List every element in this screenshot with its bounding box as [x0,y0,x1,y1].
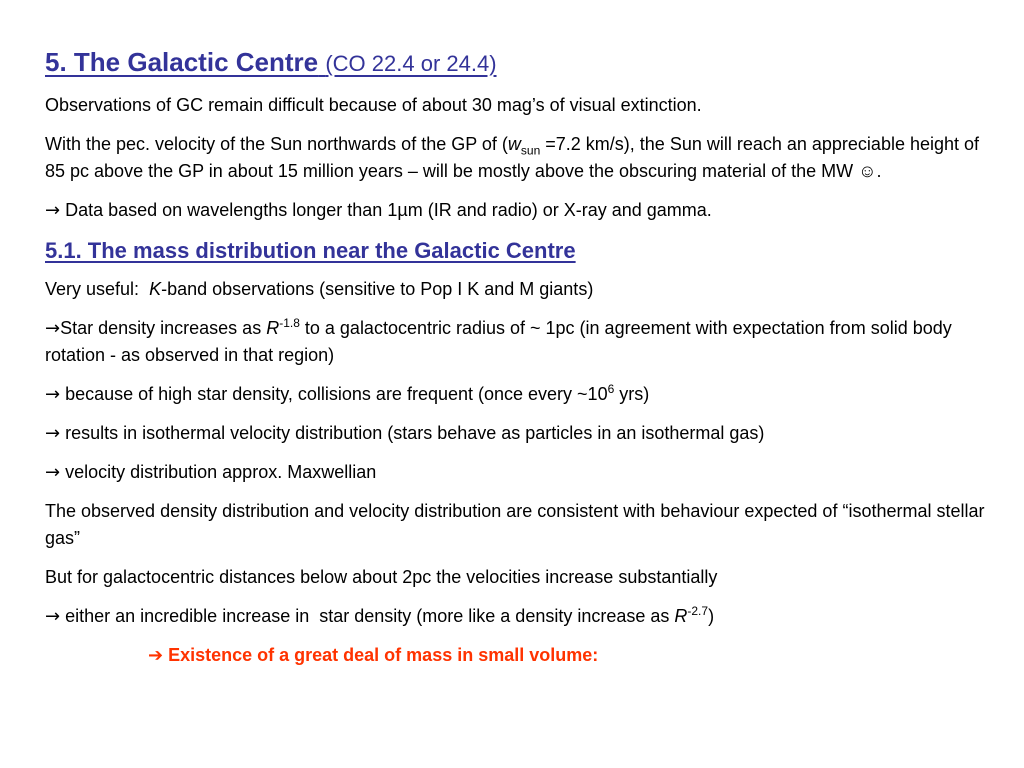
intro-sun-velocity [45,131,995,185]
consistency-statement: The observed density distribution and velocity distribution are consistent with behaviour expected of “isothermal stellar gas” [45,501,985,548]
exponent: -1.8 [279,316,300,330]
text-fragment: Data based on wavelengths longer than 1µm (IR and radio) or X-ray and gamma. [60,200,712,220]
text-fragment: results in isothermal velocity distribution (stars behave as particles in an isothermal gas) [60,423,765,443]
bold-arrow-icon: ➔ [148,645,164,666]
variable-k: K [149,279,162,299]
star-density [45,315,995,369]
density-increase [45,603,995,630]
variable-r: R [266,318,280,338]
text-fragment: velocity distribution approx. Maxwellian [60,462,377,482]
intro-wavelengths [45,197,995,224]
velocity-increase: But for galactocentric distances below about 2pc the velocities increase substantially [45,567,718,587]
maxwellian [45,459,995,486]
exponent: -2.7 [687,604,709,618]
text-fragment: yrs) [614,384,650,404]
subscript-sun: sun [520,143,541,158]
text-fragment: ) [708,606,715,626]
text-fragment: -band observations (sensitive to Pop I K and M giants) [161,279,594,299]
text-fragment: =7.2 km/s), the Sun will reach an appreciable height of 85 pc above the GP in about 15 million years – will be mostly above the obscuring material of the MW [45,134,980,181]
page-title [45,44,995,82]
exponent: 6 [607,382,615,396]
text-fragment: because of high star density, collisions are frequent (once every ~10 [60,384,608,404]
text-fragment: Existence of a great deal of mass in small volume: [163,645,599,665]
variable-r: R [674,606,688,626]
text-fragment: either an incredible increase in star density (more like a density increase as [60,606,675,626]
text-fragment: to a galactocentric radius of ~ 1pc (in agreement with expectation from solid body rotation - as observed in that region) [45,318,952,365]
section-title: 5.1. The mass distribution near the Galactic Centre [45,238,576,263]
arrow-icon: → [45,606,61,627]
conclusion [148,642,995,669]
arrow-icon: → [45,384,61,405]
smiley-icon: ☺ [858,161,877,181]
isothermal-distribution [45,420,995,447]
arrow-icon: → [45,318,61,339]
intro-extinction: Observations of GC remain difficult because of about 30 mag’s of visual extinction. [45,95,702,115]
text-fragment: With the pec. velocity of the Sun northwards of the GP of ( [45,134,508,154]
arrow-icon: → [45,462,61,483]
kband-observations [45,276,995,303]
text-fragment: . [876,161,882,181]
text-fragment: Star density increases as [60,318,267,338]
arrow-icon: → [45,423,61,444]
collisions [45,381,995,408]
text-fragment: Very useful: [45,279,150,299]
title-reference: (CO 22.4 or 24.4) [325,51,497,76]
title-main: 5. The Galactic Centre [45,47,319,77]
slide [45,44,995,681]
variable-w: w [507,134,521,154]
arrow-icon: → [45,200,61,221]
